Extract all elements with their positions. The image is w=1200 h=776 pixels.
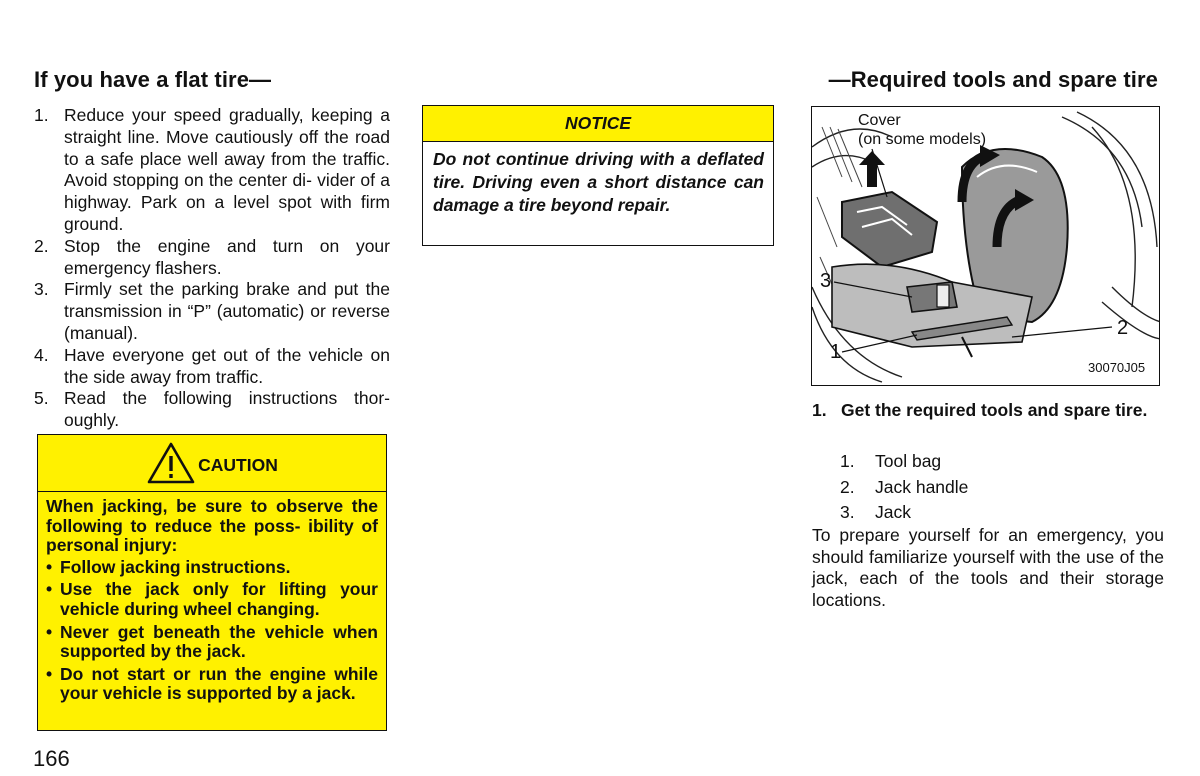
figure-label-cover: Cover: [858, 112, 901, 129]
list-item: [34, 345, 390, 389]
bullet: •: [46, 621, 53, 642]
list-item: [46, 558, 378, 578]
step-number: 4.: [34, 344, 49, 365]
step-text: Have everyone get out of the vehicle on the side away from traffic.: [64, 344, 390, 387]
flat-tire-steps-list: [34, 105, 390, 432]
warning-triangle-icon: [146, 441, 196, 485]
step-number: 3.: [34, 279, 49, 300]
list-item: [34, 279, 390, 344]
familiarize-paragraph: To prepare yourself for an emergency, you should familiarize yourself with the use of the jack, each of the tools and their storage locations.: [812, 525, 1164, 610]
tool-label: Tool bag: [875, 451, 942, 471]
caution-body: [38, 492, 386, 704]
figure-label-cover-note: (on some models): [858, 131, 987, 148]
bullet: •: [46, 556, 53, 577]
list-item: [840, 500, 968, 526]
figure-callout-3: 3: [820, 270, 832, 292]
step-text: Firmly set the parking brake and put the transmission in “P” (automatic) or reverse (manual).: [64, 279, 390, 343]
caution-box: [37, 434, 387, 731]
notice-text: Do not continue driving with a deflated tire. Driving even a short distance can damage a tire beyond repair.: [433, 149, 764, 215]
caution-item-text: Do not start or run the engine while your vehicle is supported by a jack.: [60, 663, 378, 704]
list-item: [34, 105, 390, 236]
figure-callout-1: 1: [830, 341, 842, 363]
caution-item-text: Follow jacking instructions.: [60, 556, 291, 577]
step-number: 1.: [812, 400, 827, 420]
section-heading-required-tools: —Required tools and spare tire: [828, 67, 1158, 92]
tools-list: [840, 449, 968, 526]
step-number: 2.: [34, 235, 49, 256]
notice-label: NOTICE: [423, 106, 773, 142]
step-number: 1.: [34, 105, 49, 125]
figure-code: 30070J05: [1088, 360, 1146, 375]
figure-callout-2: 2: [1117, 317, 1129, 339]
caution-item-text: Never get beneath the vehicle when supported by the jack.: [60, 621, 378, 662]
caution-list: [46, 558, 378, 704]
list-item: [34, 388, 390, 432]
list-item: [46, 580, 378, 619]
list-item: [46, 665, 378, 704]
step-text: Reduce your speed gradually, keeping a straight line. Move cautiously off the road to a safe place well away from the traffic. Avoid stopping on the center di- vider of a highway. Park on a level spot with firm ground.: [64, 105, 390, 234]
tool-number: 3.: [840, 502, 855, 523]
page-number: 166: [33, 746, 70, 771]
step-text: Read the following instructions thor- oughly.: [64, 388, 390, 431]
tool-label: Jack handle: [875, 476, 969, 497]
tools-illustration: [811, 106, 1160, 386]
caution-label: CAUTION: [198, 454, 278, 475]
notice-box: [422, 105, 774, 246]
tool-label: Jack: [875, 502, 911, 523]
caution-intro: When jacking, be sure to observe the following to reduce the poss- ibility of personal injury:: [46, 496, 378, 556]
section-heading-flat-tire: If you have a flat tire—: [34, 67, 272, 92]
list-item: [840, 475, 968, 501]
bullet: •: [46, 663, 53, 684]
step-text: Stop the engine and turn on your emergency flashers.: [64, 235, 390, 278]
list-item: [840, 449, 968, 475]
tool-number: 2.: [840, 476, 855, 497]
required-tools-step: [812, 398, 1164, 422]
step-number: 5.: [34, 388, 49, 409]
step-title: Get the required tools and spare tire.: [841, 400, 1148, 420]
list-item: [34, 236, 390, 280]
list-item: [46, 623, 378, 662]
caution-item-text: Use the jack only for lifting your vehicle during wheel changing.: [60, 579, 378, 619]
tool-number: 1.: [840, 451, 855, 471]
caution-header: [38, 435, 386, 492]
bullet: •: [46, 579, 53, 600]
